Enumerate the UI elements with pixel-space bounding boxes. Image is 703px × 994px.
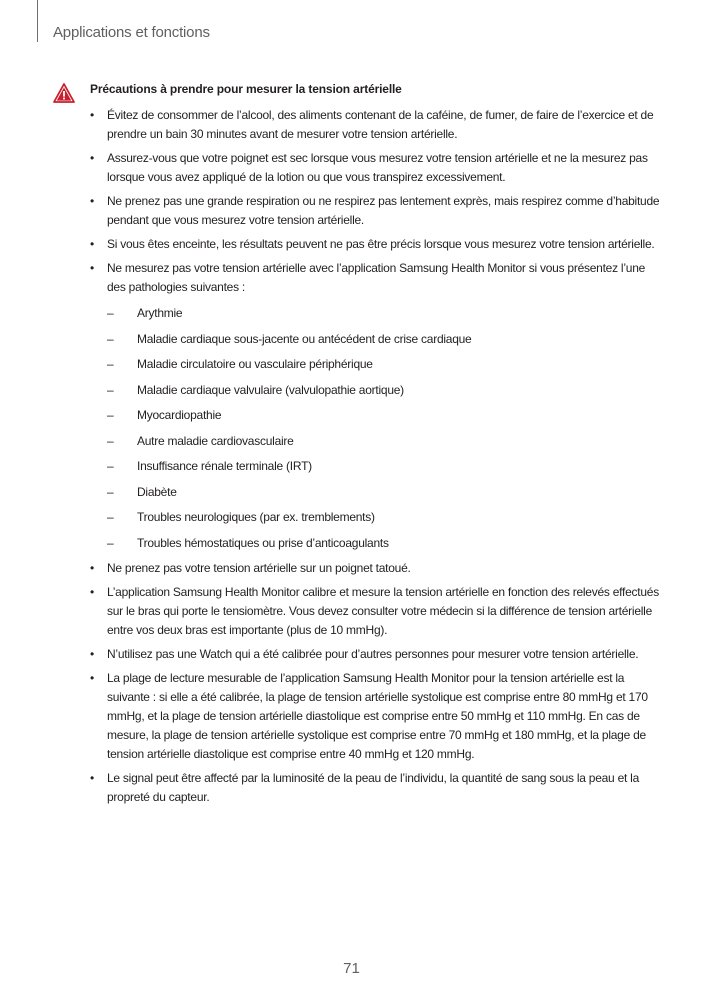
bullet-text: Ne prenez pas une grande respiration ou ne respirez pas lentement exprès, mais respirez comme d’habitude pendant que vous mesurez votre tension artérielle. — [107, 194, 660, 227]
condition-item — [90, 406, 660, 432]
dash-marker: – — [107, 357, 114, 371]
condition-item — [90, 432, 660, 458]
page-number: 71 — [343, 960, 360, 977]
bullet-text: N’utilisez pas une Watch qui a été calibrée pour d’autres personnes pour mesurer votre tension artérielle. — [107, 647, 639, 661]
dash-marker: – — [107, 433, 114, 448]
bullet-text: Ne prenez pas votre tension artérielle sur un poignet tatoué. — [107, 561, 411, 575]
warning-triangle-icon — [53, 82, 75, 104]
bullet-dot: • — [90, 237, 94, 251]
bullet-item — [90, 645, 660, 664]
header-rule — [37, 0, 38, 42]
condition-item — [90, 381, 660, 407]
condition-text: Insuffisance rénale terminale (IRT) — [137, 459, 312, 473]
bullet-dot: • — [90, 771, 94, 785]
condition-text: Arythmie — [137, 306, 183, 320]
bullet-text: Ne mesurez pas votre tension artérielle avec l’application Samsung Health Monitor si vous présentez l’une des pathologies suivantes : — [107, 261, 646, 294]
bullet-text: Assurez-vous que votre poignet est sec lorsque vous mesurez votre tension artérielle et ne la mesurez pas lorsque vous avez appliqué de la lotion ou que vous transpirez excessivement. — [107, 151, 648, 184]
dash-marker: – — [107, 535, 114, 550]
bullet-dot: • — [90, 671, 94, 685]
condition-text: Troubles neurologiques (par ex. tremblements) — [137, 510, 375, 524]
dash-marker: – — [107, 510, 114, 524]
condition-text: Diabète — [137, 484, 177, 499]
dash-marker: – — [107, 331, 114, 346]
condition-item — [90, 483, 660, 509]
condition-item — [90, 534, 660, 560]
bullet-item — [90, 259, 660, 297]
condition-item — [90, 304, 660, 330]
dash-marker: – — [107, 306, 114, 320]
condition-text: Maladie cardiaque valvulaire (valvulopathie aortique) — [137, 382, 404, 397]
condition-text: Maladie cardiaque sous-jacente ou antécédent de crise cardiaque — [137, 331, 472, 346]
page-header: Applications et fonctions — [53, 24, 210, 41]
bullet-item — [90, 669, 660, 764]
bullet-dot: • — [90, 108, 94, 122]
bullet-text: Le signal peut être affecté par la luminosité de la peau de l’individu, la quantité de sang sous la peau et la propreté du capteur. — [107, 771, 639, 804]
dash-marker: – — [107, 459, 114, 473]
condition-item — [90, 457, 660, 483]
bullet-dot: • — [90, 194, 94, 208]
bullet-item — [90, 559, 660, 578]
bullet-text: Si vous êtes enceinte, les résultats peuvent ne pas être précis lorsque vous mesurez votre tension artérielle. — [107, 237, 655, 251]
condition-text: Myocardiopathie — [137, 408, 222, 422]
bullet-dot: • — [90, 261, 94, 275]
conditions-list — [90, 304, 660, 559]
precautions-list — [90, 106, 660, 812]
condition-item — [90, 330, 660, 356]
bullet-item — [90, 149, 660, 187]
dash-marker: – — [107, 382, 114, 397]
condition-text: Autre maladie cardiovasculaire — [137, 433, 294, 448]
bullet-dot: • — [90, 151, 94, 165]
bullet-dot: • — [90, 561, 94, 575]
bullet-item — [90, 106, 660, 144]
bullet-item — [90, 583, 660, 640]
section-title: Précautions à prendre pour mesurer la tension artérielle — [90, 82, 402, 96]
condition-text: Troubles hémostatiques ou prise d’anticoagulants — [137, 535, 389, 550]
dash-marker: – — [107, 408, 114, 422]
bullet-text: Évitez de consommer de l’alcool, des aliments contenant de la caféine, de fumer, de faire de l’exercice et de prendre un bain 30 minutes avant de mesurer votre tension artérielle. — [107, 108, 654, 141]
condition-item — [90, 355, 660, 381]
condition-item — [90, 508, 660, 534]
condition-text: Maladie circulatoire ou vasculaire périphérique — [137, 357, 373, 371]
bullet-dot: • — [90, 585, 94, 599]
dash-marker: – — [107, 484, 114, 499]
bullet-text: La plage de lecture mesurable de l’application Samsung Health Monitor pour la tension artérielle est la suivante : si elle a été calibrée, la plage de tension artérielle systolique est comprise entre 80 mmHg et 170 mmHg, et la plage de tension artérielle diastolique est comprise entre 50 mmHg et 110 mmHg. En cas de mesure, la plage de tension artérielle systolique est comprise entre 70 mmHg et 180 mmHg, et la plage de tension artérielle diastolique est comprise entre 40 mmHg et 120 mmHg. — [107, 671, 648, 761]
bullet-item — [90, 235, 660, 254]
bullet-text: L’application Samsung Health Monitor calibre et mesure la tension artérielle en fonction des relevés effectués sur le bras qui porte le tensiomètre. Vous devez consulter votre médecin si la différence de tension artérielle entre vos deux bras est importante (plus de 10 mmHg). — [107, 585, 659, 637]
bullet-dot: • — [90, 647, 94, 661]
bullet-item — [90, 192, 660, 230]
bullet-item — [90, 769, 660, 807]
